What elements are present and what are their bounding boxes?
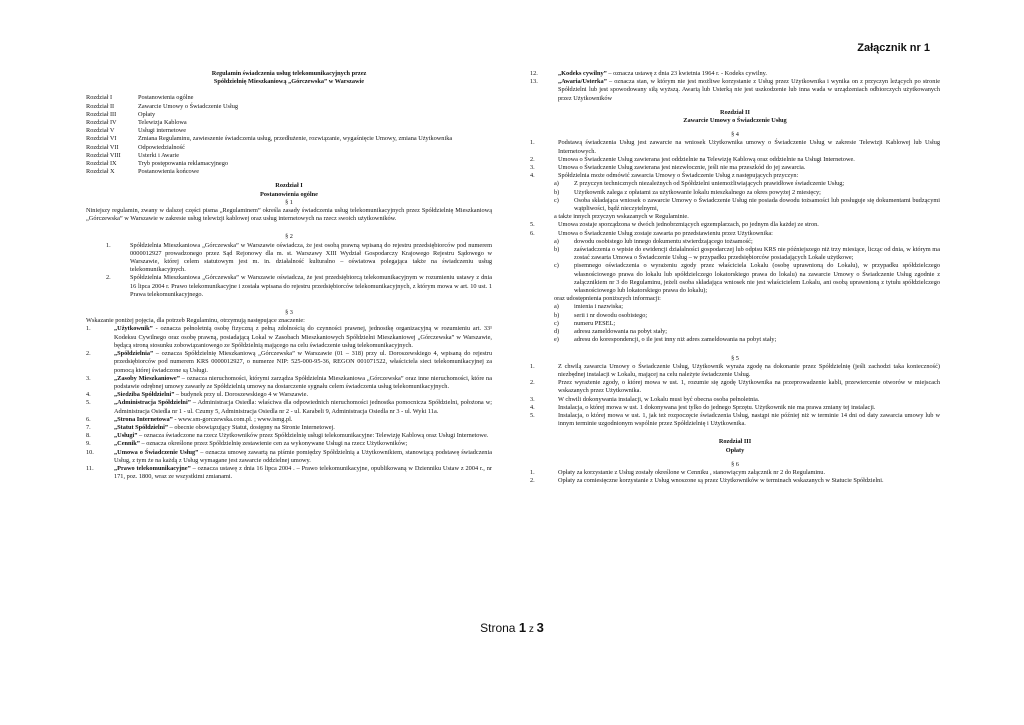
required-info-body: numeru PESEL; [574, 319, 616, 327]
definition-item-body: – oznacza Spółdzielnię Mieszkaniową „Górczewska” w Warszawie (01 – 318) przy ul. Doroszewskiego 4, wpisaną do rejestru przedsiębiorców pod numerem KRS 0000012927, o numerze NIP: 525-000-95-36, REGON 001071522, właściciela sieci telekomunikacyjnej za pomocą której świadczone są Usługi. [114, 350, 492, 374]
definition-item-number: 3. [86, 374, 91, 382]
definition-item-number: 11. [86, 464, 94, 472]
chapter-2-title: Rozdział II [720, 108, 750, 116]
section-4-item-number: 5. [530, 221, 535, 229]
section-5-item-text [558, 379, 940, 395]
refusal-reason-text [574, 189, 940, 197]
definition-item [86, 424, 492, 432]
section-2-item-text [130, 242, 492, 275]
section-5-item [530, 379, 940, 395]
toc-chapter-title: Postanowienia końcowe [138, 168, 200, 176]
required-document-number: c) [554, 262, 559, 270]
section-4-item-number: 6. [530, 229, 535, 237]
definition-item-text [114, 440, 492, 448]
required-info-body: imienia i nazwiska; [574, 303, 623, 311]
toc-chapter-title: Zawarcie Umowy o Świadczenie Usług [138, 102, 239, 110]
section-5-item-body: W chwili dokonywania instalacji, w Lokalu musi być obecna osoba pełnoletnia. [558, 395, 760, 403]
section-4-item [530, 139, 940, 155]
definition-item-term: „Umowa o Świadczenie Usług” [114, 448, 199, 456]
section-5-item-body: Instalacja, o której mowa w ust. 1, jak też rozpoczęcie świadczenia Usług, nastąpi nie później niż w terminie 14 dni od daty zawarcia umowy lub w innym terminie uzgodnionym wspólnie przez Spółdzielnię i Użytkownika. [558, 411, 940, 428]
required-info-number: d) [554, 328, 560, 336]
toc-chapter-title: Usterki i Awarie [138, 151, 180, 159]
section-6-heading: § 6 [731, 460, 739, 468]
section-4-refusal-reasons [530, 180, 940, 213]
definition-item-body: – oznacza określone przez Spółdzielnię zestawienie cen za wykonywane Usługi na rzecz Użytkowników; [139, 440, 408, 448]
section-2-item-body: Spółdzielnia Mieszkaniowa „Górczewska” w Warszawie oświadcza, że jest przedsiębiorcą telekomunikacyjnym w rozumieniu ustawy z dnia 16 lipca 2004 r. Prawo telekomunikacyjne i została wpisana do rejestru przedsiębiorców telekomunikacyjnych, z którym mowa w art. 10 ust. 1 Prawa telekomunikacyjnego. [130, 274, 492, 298]
definition-item-term: „Użytkownik” [114, 325, 153, 333]
section-6-item-number: 1. [530, 468, 535, 476]
refusal-reason-text [574, 197, 940, 213]
definition-item [86, 432, 492, 440]
definition-item-body: – obecnie obowiązujący Statut, dostępny na Stronie Internetowej. [168, 423, 335, 431]
section-6-item-text [558, 469, 940, 477]
required-info [554, 328, 940, 336]
definition-item-number: 12. [530, 70, 538, 77]
doc-title-line-2: Spółdzielnię Mieszkaniową „Górczewska” w Warszawie [213, 78, 365, 86]
section-6-item-number: 2. [530, 477, 535, 485]
left-column [86, 70, 492, 481]
required-document [554, 238, 940, 246]
definition-item-term: „Usługi” [114, 432, 138, 440]
required-document-text [574, 262, 940, 295]
section-4-item-text [558, 221, 940, 229]
required-info-text [574, 336, 940, 344]
section-4-info-list [530, 303, 940, 344]
definition-item [86, 399, 492, 415]
section-2-item-text [130, 274, 492, 299]
definition-item-body: – oznacza umowę zawartą na piśmie pomiędzy Spółdzielnią a Użytkownikiem, stanowiącą podstawę świadczenia Usług, z tym że na każdą z Usług wymagane jest zawarcie oddzielnej umowy. [114, 448, 492, 464]
refusal-reason [554, 197, 940, 213]
section-4-item-text [558, 164, 940, 172]
definition-item-term: „Strona Internetowa” [114, 415, 173, 423]
toc-chapter-number: Rozdział VI [86, 135, 117, 143]
section-1-text: Niniejszy regulamin, zwany w dalszej części pisma „Regulaminem” określa zasady świadczenia usług telekomunikacyjnych przez Spółdzielnię Mieszkaniową „Górczewska” w Warszawie w zakresie usług telewizji kablowej oraz usług internetowych na rzecz swoich użytkowników. [86, 207, 492, 223]
section-2-item-body: Spółdzielnia Mieszkaniowa „Górczewska” w Warszawie oświadcza, że jest osobą prawną wpisaną do rejestru przedsiębiorców pod numerem 0000012927 prowadzonego przez Sąd Rejonowy dla m. st. Warszawy XIII Wydział Gospodarczy Krajowego Rejestru Sądowego w Warszawie, której celem statutowym jest m. in. działalność kulturalno – oświatowa polegająca także na świadczeniu usług telekomunikacyjnych. [130, 241, 492, 274]
section-4-item-body: Spółdzielnia może odmówić zawarcia Umowy o Świadczenie Usług z następujących przyczyn: [558, 172, 799, 180]
toc-chapter-number: Rozdział III [86, 110, 117, 118]
definition-item-number: 2. [86, 350, 91, 358]
required-document-number: a) [554, 237, 559, 245]
definition-item-body: – oznacza nieruchomości, którymi zarządza Spółdzielnia Mieszkaniowa „Górczewska” oraz inne nieruchomości, które na podstawie odrębnej umowy zawarły ze Spółdzielnią umowy na dostarczenie sygnału celem świadczenia usług telekomunikacyjnych. [114, 374, 492, 390]
footer-prefix: Strona [480, 621, 519, 635]
section-4-item-number: 2. [530, 155, 535, 163]
definition-item-number: 5. [86, 399, 91, 407]
required-document-body: zaświadczenia o wpisie do ewidencji działalności gospodarczej lub odpisu KRS nie późniejszego niż trzy miesiące, licząc od dnia, w którym ma zostać zawarta Umowa o Świadczenie Usług – w przypadku przedsiębiorców posiadających Lokale użytkowe; [574, 246, 940, 262]
toc-chapter-title: Opłaty [138, 110, 156, 118]
definition-item-number: 4. [86, 391, 91, 399]
section-4-item-text [558, 230, 940, 238]
toc-chapter-title: Tryb postępowania reklamacyjnego [138, 160, 229, 168]
required-info-text [574, 303, 940, 311]
required-info-number: c) [554, 319, 559, 327]
definition-item [86, 449, 492, 465]
required-info-text [574, 320, 940, 328]
section-1-heading: § 1 [285, 198, 293, 206]
required-info-number: a) [554, 303, 559, 311]
definition-item-number: 1. [86, 325, 91, 333]
section-6-item [530, 477, 940, 485]
section-4-documents [530, 238, 940, 295]
definition-item-term: „Administracja Spółdzielni” [114, 399, 191, 407]
definition-item-text [114, 432, 492, 440]
definition-item-term: „Prawo telekomunikacyjne” [114, 464, 191, 472]
section-3-heading: § 3 [285, 309, 293, 317]
definition-item-text [114, 375, 492, 391]
definition-item-term: „Kodeks cywilny” [558, 70, 607, 77]
section-4-list [530, 139, 940, 180]
section-5-heading: § 5 [731, 354, 739, 362]
definition-item-term: „Awaria/Usterka” [558, 78, 607, 86]
toc-chapter-title: Odpowiedzialność [138, 143, 185, 151]
required-info-text [574, 328, 940, 336]
toc-chapter-number: Rozdział V [86, 127, 115, 135]
toc-chapter-number: Rozdział IX [86, 160, 117, 168]
section-5-item-number: 4. [530, 403, 535, 411]
section-4-item-body: Umowa zostaje sporządzona w dwóch jednobrzmiących egzemplarzach, po jednym dla każdej ze stron. [558, 221, 819, 229]
refusal-reason-text [574, 180, 940, 188]
section-5-item [530, 404, 940, 412]
definition-item-body: – Administracja Osiedla: właściwa dla odpowiednich nieruchomości jednostka pomocnicza Spółdzielni, położona w; Administracja Osiedla nr 1 - ul. Czumy 5, Administracja Osiedla nr 2 - ul. Karabeli 9, Administracja Osiedla nr 3 - ul. Wyki 11a. [114, 399, 492, 415]
refusal-reason [554, 189, 940, 197]
definition-item-body: – oznacza świadczone na rzecz Użytkowników przez Spółdzielnię usługi telekomunikacyjne: Telewizję Kablową oraz Usługi Internetowe. [137, 432, 489, 440]
definition-item-number: 8. [86, 432, 91, 440]
required-document [554, 246, 940, 262]
definition-item-text [114, 424, 492, 432]
refusal-reason-number: a) [554, 180, 559, 188]
annex-label: Załącznik nr 1 [857, 42, 930, 54]
required-info [554, 320, 940, 328]
definition-item-term: „Siedziba Spółdzielni” [114, 391, 175, 399]
required-document-text [574, 246, 940, 262]
section-5-item [530, 363, 940, 379]
definition-item-body: - www.sm-gorczewska.com.pl. ; www.ismg.pl. [172, 415, 293, 423]
section-6-list [530, 469, 940, 485]
section-2-item [106, 274, 492, 299]
section-4-tail: a także innych przyczyn wskazanych w Regulaminie. [554, 213, 689, 221]
definitions-continued [530, 70, 940, 103]
section-5-item-body: Instalacja, o której mowa w ust. 1 dokonywana jest tylko do jednego Sprzętu. Użytkownik nie ma prawa zmiany tej instalacji. [558, 403, 876, 411]
required-info-body: serii i nr dowodu osobistego; [574, 311, 648, 319]
section-4-item [530, 230, 940, 238]
toc-chapter-number: Rozdział X [86, 168, 115, 176]
required-info-body: adresu zameldowania na pobyt stały; [574, 328, 668, 336]
toc-chapter-number: Rozdział IV [86, 119, 117, 127]
definition-item-text [114, 350, 492, 375]
section-4-item-number: 3. [530, 164, 535, 172]
section-4-item-number: 4. [530, 172, 535, 180]
definition-item-body: – budynek przy ul. Doroszewskiego 4 w Warszawie. [174, 391, 309, 399]
page-footer [0, 620, 1024, 635]
definition-item-text [114, 325, 492, 350]
chapter-3-subtitle: Opłaty [725, 446, 745, 454]
refusal-reason-body: Użytkownik zalega z opłatami za użytkowanie lokalu mieszkalnego za okres powyżej 2 miesięcy; [574, 188, 821, 196]
required-info [554, 312, 940, 320]
section-4-item-body: Umowa o Świadczenie Usług zawierana jest oddzielnie na Telewizję Kablową oraz oddzielnie na Usługi Internetowe. [558, 155, 855, 163]
toc-chapter-title: Usługi internetowe [138, 127, 187, 135]
section-5-item-body: Przez wyrażenie zgody, o której mowa w ust. 1, rozumie się zgodę Użytkownika na przeprowadzenie kabli, przewiercenie otworów w miejscach wskazanych przez Użytkownika. [558, 379, 940, 395]
section-5-list [530, 363, 940, 429]
definition-item-text [114, 399, 492, 415]
refusal-reason-number: b) [554, 188, 560, 196]
required-document-number: b) [554, 246, 560, 254]
section-3-definitions [86, 325, 492, 481]
definition-item [86, 325, 492, 350]
section-4-info-intro: oraz udostępnienia poniższych informacji: [554, 295, 661, 303]
definition-item-number: 7. [86, 423, 91, 431]
section-4-item [530, 164, 940, 172]
definition-item-text [558, 78, 940, 103]
definition-item-term: „Zasoby Mieszkaniowe” [114, 374, 180, 382]
definition-item [530, 70, 940, 78]
chapter-1-subtitle: Postanowienia ogólne [260, 190, 318, 198]
toc-chapter-title: Postanowienia ogólne [138, 94, 194, 102]
definition-item-term: „Cennik” [114, 440, 140, 448]
required-info-number: e) [554, 336, 559, 344]
required-document-body: pisemnego oświadczenia o wyrażeniu zgody przez właściciela Lokalu (osobę uprawnioną do Lokalu), w przypadku spółdzielczego własnościowego prawa do lokalu lub spółdzielczego lokatorskiego prawa do lokalu) na zawarcie Umowy o Świadczenie Usług zgodnie z załącznikiem nr 3 do Regulaminu, jeżeli osoba składająca wniosek nie jest właścicielem Lokalu, ani osobą uprawnioną z tytułu spółdzielczego własnościowego lub lokatorskiego prawa do lokalu); [574, 262, 940, 295]
section-4-item-text [558, 156, 940, 164]
section-2-item-number: 2. [106, 274, 111, 282]
footer-page-number: 1 [518, 620, 527, 635]
section-6-item-body: Opłaty za korzystanie z Usług zostały określone w Cenniku , stanowiącym załącznik nr 2 do Regulaminu. [558, 468, 826, 476]
chapter-3-title: Rozdział III [718, 438, 752, 446]
required-info-body: adresu do korespondencji, o ile jest inny niż adres zameldowania na pobyt stały; [574, 336, 777, 344]
section-4-item-number: 1. [530, 139, 535, 147]
definition-item [530, 78, 940, 103]
definition-item [86, 416, 492, 424]
definition-item-text [114, 416, 492, 424]
section-6-item-body: Opłaty za comiesięczne korzystanie z Usług wnoszone są przez Użytkowników w terminach wskazanych w Statucie Spółdzielni. [558, 477, 884, 485]
section-5-item [530, 396, 940, 404]
required-document-body: dowodu osobistego lub innego dokumentu stwierdzającego tożsamość; [574, 237, 753, 245]
definition-item-number: 9. [86, 440, 91, 448]
definition-item-text [114, 449, 492, 465]
definition-item-number: 10. [86, 448, 94, 456]
definition-item-body: – oznacza ustawę z dnia 16 lipca 2004 . – Prawo telekomunikacyjne, opublikowaną w Dzienniku Ustaw z 2004 r., nr 171, poz. 1800, wraz ze wszystkimi zmianami. [114, 464, 492, 481]
section-4-list-b [530, 221, 940, 237]
section-3-intro: Wskazanie poniżej pojęcia, dla potrzeb Regulaminu, otrzymują następujące znaczenie: [86, 317, 305, 325]
section-4-item-text [558, 172, 940, 180]
definition-item-number: 13. [530, 78, 538, 86]
definition-item-term: „Statut Spółdzielni” [114, 423, 169, 431]
definition-item [86, 465, 492, 481]
required-info-text [574, 312, 940, 320]
section-5-item-body: Z chwilą zawarcia Umowy o Świadczenie Usług, Użytkownik wyraża zgodę na dokonanie przez Spółdzielnię (jeśli zachodzi taka konieczność) niezbędnej instalacji w Lokalu, mającej na celu należyte świadczenie Usług. [558, 362, 940, 378]
required-info [554, 303, 940, 311]
required-info [554, 336, 940, 344]
refusal-reason [554, 180, 940, 188]
toc-chapter-number: Rozdział II [86, 102, 115, 110]
required-document-text [574, 238, 940, 246]
section-4-item [530, 172, 940, 180]
section-5-item-text [558, 412, 940, 428]
definition-item [86, 440, 492, 448]
section-5-item-number: 1. [530, 362, 535, 370]
definition-item-body: - oznacza pełnoletnią osobę fizyczną z pełną zdolnością do czynności prawnej, jednostkę organizacyjną w rozumieniu art. 33¹ Kodeksu Cywilnego oraz osobę prawną, posiadającą Lokal w Zasobach Mieszkaniowych Spółdzielni Mieszkaniowej „Górczewska” w Warszawie, będącą stroną stosunku zobowiązaniowego ze Spółdzielnią mającego na celu świadczenie usług telekomunikacyjnych. [114, 325, 492, 349]
section-5-item [530, 412, 940, 428]
definition-item-text [114, 391, 492, 399]
section-2-list [106, 242, 492, 299]
footer-separator: z [526, 624, 537, 635]
section-5-item-text [558, 404, 940, 412]
toc-chapter-number: Rozdział VIII [86, 151, 121, 159]
definition-item-number: 6. [86, 415, 91, 423]
refusal-reason-body: Osoba składająca wniosek o zawarcie Umowy o Świadczenie Usług nie posiada dowodu tożsamości lub posługuje się dokumentami budzącymi wątpliwości, bądź nieczytelnymi, [574, 196, 940, 213]
toc-chapter-title: Telewizja Kablowa [138, 119, 187, 127]
section-4-item-body: Podstawą świadczenia Usług jest zawarcie na wniosek Użytkownika umowy o Świadczenie Usług w zakresie Telewizji Kablowej lub Usług Internetowych. [558, 139, 940, 155]
section-4-item-body: Umowa o Świadczenie Usług zostaje zawarta po przedstawieniu przez Użytkownika: [558, 229, 773, 237]
section-4-heading: § 4 [731, 131, 739, 139]
section-5-item-number: 3. [530, 395, 535, 403]
toc-chapter-number: Rozdział VII [86, 143, 119, 151]
definition-item-body: – oznacza ustawę z dnia 23 kwietnia 1964 r. - Kodeks cywilny. [606, 70, 767, 77]
section-6-item [530, 469, 940, 477]
section-4-item [530, 156, 940, 164]
refusal-reason-number: c) [554, 196, 559, 204]
section-2-item [106, 242, 492, 275]
section-4-item-body: Umowa o Świadczenie Usług zawierana jest niezwłocznie, jeśli nie ma przeszkód do jej zawarcia. [558, 164, 806, 172]
definition-item [86, 375, 492, 391]
doc-title-line-1: Regulamin świadczenia usług telekomunikacyjnych przez [211, 70, 367, 77]
definition-item-text [558, 70, 940, 78]
section-5-item-number: 2. [530, 379, 535, 387]
table-of-contents [86, 94, 492, 176]
required-info-number: b) [554, 311, 560, 319]
section-2-heading: § 2 [285, 233, 293, 241]
chapter-1-title: Rozdział I [275, 182, 303, 190]
section-5-item-text [558, 363, 940, 379]
definition-item-body: – oznacza stan, w którym nie jest możliwe korzystanie z Usług przez Użytkownika i wynika on z przyczyn leżących po stronie Spółdzielni lub jest spowodowany siłą wyższą. Awarią lub Usterką nie jest uszkodzenie lub inna wada w urządzeniach odbiorczych użytkowanych przez Użytkowników [558, 78, 940, 102]
toc-chapter-number: Rozdział I [86, 94, 113, 102]
right-column [530, 70, 940, 485]
definition-item-text [114, 465, 492, 481]
refusal-reason-body: Z przyczyn technicznych niezależnych od Spółdzielni uniemożliwiających prawidłowe świadczenie Usług; [574, 180, 845, 188]
section-4-item [530, 221, 940, 229]
definition-item [86, 391, 492, 399]
toc-chapter-title: Zmiana Regulaminu, zawieszenie świadczenia usług, przedłużenie, rozwiązanie, wygaśnięcie Umowy, zmiana Użytkownika [138, 135, 453, 143]
section-6-item-text [558, 477, 940, 485]
section-2-item-number: 1. [106, 241, 111, 249]
section-5-item-text [558, 396, 940, 404]
required-document [554, 262, 940, 295]
definition-item [86, 350, 492, 375]
chapter-2-subtitle: Zawarcie Umowy o Świadczenie Usług [683, 117, 787, 125]
definition-item-term: „Spółdzielnia” [114, 350, 154, 358]
section-4-item-text [558, 139, 940, 155]
section-5-item-number: 5. [530, 411, 535, 419]
footer-total-pages: 3 [536, 620, 544, 635]
